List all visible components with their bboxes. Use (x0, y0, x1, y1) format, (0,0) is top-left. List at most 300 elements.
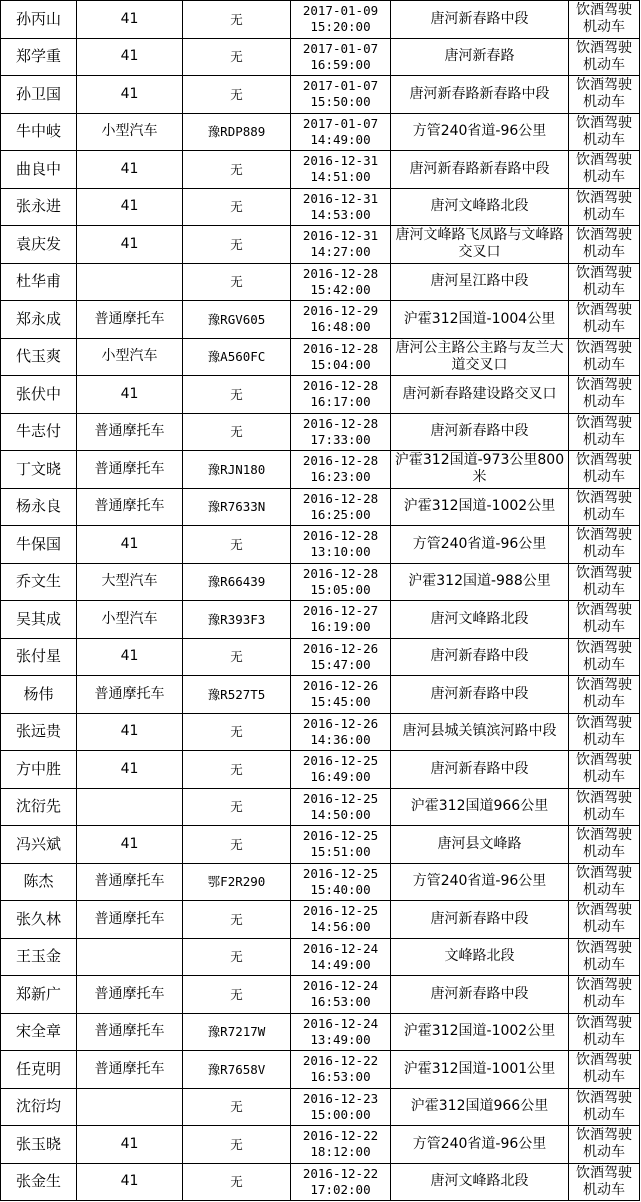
location-cell-text: 沪霍312国道-988公里 (408, 573, 551, 590)
location-cell (391, 563, 569, 601)
violation-time-cell-text: 2016-12-24 (302, 940, 379, 956)
table-row (1, 38, 640, 76)
offense-cell (569, 376, 640, 414)
location-cell (391, 188, 569, 226)
violation-time-cell-text: 2016-12-28 (302, 490, 379, 506)
plate-number-cell-text: 豫RJN180 (207, 461, 266, 477)
plate-number-cell-text: 豫R7633N (207, 499, 266, 515)
plate-number-cell (183, 1, 291, 39)
plate-number-cell-text: 无 (230, 49, 243, 65)
location-cell-text: 唐河新春路中段 (430, 423, 529, 440)
offense-cell-text: 机动车 (583, 131, 625, 148)
table-row (1, 563, 640, 601)
offense-cell (569, 1051, 640, 1089)
offense-cell-text: 饮酒驾驶 (576, 752, 632, 769)
location-cell (391, 338, 569, 376)
offense-cell-text: 机动车 (583, 731, 625, 748)
plate-number-cell-text: 无 (230, 724, 243, 740)
offense-cell-text: 机动车 (583, 1069, 625, 1086)
violation-time-cell-text: 2017-01-09 (302, 3, 379, 19)
driver-name-cell-text: 沈衍先 (15, 797, 61, 816)
vehicle-type-cell-text: 41 (120, 760, 139, 777)
violation-time-cell (291, 563, 391, 601)
table-row (1, 226, 640, 264)
offense-cell-text: 饮酒驾驶 (576, 2, 632, 19)
offense-cell-text: 饮酒驾驶 (576, 227, 632, 244)
table-row (1, 488, 640, 526)
offense-cell-text: 饮酒驾驶 (576, 864, 632, 881)
vehicle-type-cell-text: 普通摩托车 (94, 460, 165, 477)
violation-time-cell-text: 2016-12-24 (302, 978, 379, 994)
offense-cell-text: 机动车 (583, 619, 625, 636)
violation-time-cell-text: 2016-12-31 (302, 153, 379, 169)
location-cell-text: 唐河县城关镇滨河路中段 (402, 723, 557, 740)
table-row (1, 376, 640, 414)
location-cell-text: 唐河新春路中段 (430, 985, 529, 1002)
vehicle-type-cell-text: 普通摩托车 (94, 310, 165, 327)
violation-time-cell-text: 2016-12-25 (302, 790, 379, 806)
offense-cell-text: 饮酒驾驶 (576, 527, 632, 544)
driver-name-cell-text: 张付星 (15, 647, 61, 666)
plate-number-cell-text: 无 (230, 236, 243, 252)
location-cell-text: 唐河新春路中段 (430, 685, 529, 702)
violation-time-cell-text: 15:40:00 (310, 881, 371, 897)
driver-name-cell-text: 代玉爽 (15, 347, 61, 366)
violation-time-cell-text: 16:59:00 (310, 56, 371, 72)
violation-time-cell (291, 638, 391, 676)
violation-time-cell-text: 2016-12-28 (302, 528, 379, 544)
offense-cell-text: 机动车 (583, 881, 625, 898)
offense-cell-text: 机动车 (583, 1181, 625, 1198)
violation-time-cell-text: 2017-01-07 (302, 115, 379, 131)
location-cell (391, 676, 569, 714)
violation-time-cell-text: 2016-12-25 (302, 753, 379, 769)
plate-number-cell (183, 376, 291, 414)
plate-number-cell-text: 无 (230, 274, 243, 290)
plate-number-cell-text: 无 (230, 1099, 243, 1115)
driver-name-cell-text: 郑永成 (15, 309, 61, 328)
violation-time-cell-text: 15:50:00 (310, 94, 371, 110)
table-row (1, 1088, 640, 1126)
offense-cell-text: 机动车 (583, 1144, 625, 1161)
offense-cell-text: 机动车 (583, 581, 625, 598)
offense-cell-text: 饮酒驾驶 (576, 264, 632, 281)
plate-number-cell-text: 无 (230, 911, 243, 927)
location-cell-text: 唐河星江路中段 (430, 273, 529, 290)
vehicle-type-cell (77, 676, 183, 714)
driver-name-cell-text: 曲良中 (15, 159, 61, 178)
table-row (1, 938, 640, 976)
location-cell (391, 301, 569, 339)
vehicle-type-cell (77, 638, 183, 676)
vehicle-type-cell (77, 151, 183, 189)
plate-number-cell-text: 无 (230, 649, 243, 665)
location-cell-text: 沪霍312国道-973公里800米 (394, 452, 565, 486)
plate-number-cell-text: 豫R527T5 (207, 686, 266, 702)
vehicle-type-cell-text: 41 (120, 1135, 139, 1152)
location-cell (391, 601, 569, 639)
violation-time-cell (291, 413, 391, 451)
offense-cell-text: 饮酒驾驶 (576, 114, 632, 131)
offense-cell (569, 601, 640, 639)
driver-name-cell (1, 863, 77, 901)
driver-name-cell-text: 张远贵 (15, 722, 61, 741)
driver-name-cell (1, 638, 77, 676)
violation-time-cell-text: 2017-01-07 (302, 78, 379, 94)
offense-cell-text: 饮酒驾驶 (576, 39, 632, 56)
offense-cell-text: 饮酒驾驶 (576, 939, 632, 956)
location-cell-text: 唐河县文峰路 (437, 835, 522, 852)
location-cell (391, 713, 569, 751)
offense-cell-text: 饮酒驾驶 (576, 602, 632, 619)
location-cell-text: 沪霍312国道-1004公里 (403, 310, 556, 327)
vehicle-type-cell (77, 488, 183, 526)
violation-time-cell-text: 14:27:00 (310, 244, 371, 260)
location-cell-text: 唐河新春路 (444, 48, 515, 65)
violation-time-cell (291, 713, 391, 751)
offense-cell-text: 饮酒驾驶 (576, 564, 632, 581)
location-cell-text: 方管240省道-96公里 (412, 873, 547, 890)
violation-time-cell (291, 76, 391, 114)
violation-time-cell (291, 1126, 391, 1164)
violation-time-cell (291, 451, 391, 489)
plate-number-cell-text: 豫R66439 (207, 574, 266, 590)
location-cell (391, 1088, 569, 1126)
plate-number-cell (183, 488, 291, 526)
offense-cell (569, 413, 640, 451)
offense-cell-text: 饮酒驾驶 (576, 827, 632, 844)
violation-time-cell (291, 1051, 391, 1089)
violation-time-cell (291, 938, 391, 976)
location-cell-text: 方管240省道-96公里 (412, 535, 547, 552)
violation-time-cell (291, 526, 391, 564)
plate-number-cell (183, 901, 291, 939)
vehicle-type-cell-text: 普通摩托车 (94, 423, 165, 440)
plate-number-cell (183, 526, 291, 564)
driver-name-cell (1, 263, 77, 301)
driver-name-cell-text: 牛保国 (15, 534, 61, 553)
vehicle-type-cell-text: 41 (120, 235, 139, 252)
plate-number-cell-text: 无 (230, 86, 243, 102)
offense-cell (569, 976, 640, 1014)
location-cell (391, 413, 569, 451)
plate-number-cell-text: 无 (230, 799, 243, 815)
offense-cell-text: 机动车 (583, 1106, 625, 1123)
violation-time-cell-text: 2016-12-28 (302, 453, 379, 469)
driver-name-cell (1, 1088, 77, 1126)
vehicle-type-cell-text: 41 (120, 160, 139, 177)
vehicle-type-cell-text: 普通摩托车 (94, 1060, 165, 1077)
violation-time-cell-text: 14:36:00 (310, 731, 371, 747)
violation-time-cell-text: 2016-12-31 (302, 228, 379, 244)
table-row (1, 1, 640, 39)
vehicle-type-cell (77, 263, 183, 301)
violation-time-cell-text: 2016-12-28 (302, 378, 379, 394)
location-cell-text: 唐河新春路新春路中段 (409, 160, 550, 177)
location-cell-text: 唐河新春路中段 (430, 760, 529, 777)
plate-number-cell-text: 无 (230, 424, 243, 440)
vehicle-type-cell (77, 188, 183, 226)
table-row (1, 976, 640, 1014)
driver-name-cell (1, 563, 77, 601)
location-cell (391, 938, 569, 976)
violation-time-cell (291, 1163, 391, 1201)
plate-number-cell (183, 563, 291, 601)
offense-cell-text: 饮酒驾驶 (576, 977, 632, 994)
location-cell (391, 751, 569, 789)
offense-cell (569, 1126, 640, 1164)
offense-cell (569, 1163, 640, 1201)
violation-time-cell-text: 2016-12-23 (302, 1090, 379, 1106)
driver-name-cell (1, 1126, 77, 1164)
offense-cell-text: 饮酒驾驶 (576, 1052, 632, 1069)
vehicle-type-cell-text: 41 (120, 723, 139, 740)
vehicle-type-cell-text: 普通摩托车 (94, 1023, 165, 1040)
violation-time-cell-text: 2017-01-07 (302, 40, 379, 56)
location-cell-text: 沪霍312国道-1002公里 (403, 1023, 556, 1040)
driver-name-cell (1, 938, 77, 976)
plate-number-cell-text: 无 (230, 836, 243, 852)
plate-number-cell-text: 豫R393F3 (207, 611, 266, 627)
offense-cell (569, 301, 640, 339)
offense-cell (569, 488, 640, 526)
driver-name-cell-text: 沈衍均 (15, 1097, 61, 1116)
violation-time-cell (291, 1, 391, 39)
location-cell (391, 1126, 569, 1164)
table-body (1, 1, 640, 1201)
violation-time-cell-text: 2016-12-28 (302, 340, 379, 356)
table-row (1, 751, 640, 789)
table-row (1, 1126, 640, 1164)
location-cell (391, 1163, 569, 1201)
vehicle-type-cell (77, 226, 183, 264)
driver-name-cell-text: 杨伟 (23, 684, 54, 703)
plate-number-cell-text: 豫A560FC (207, 349, 266, 365)
plate-number-cell-text: 无 (230, 536, 243, 552)
location-cell (391, 376, 569, 414)
offense-cell (569, 788, 640, 826)
offense-cell (569, 1013, 640, 1051)
vehicle-type-cell (77, 601, 183, 639)
driver-name-cell-text: 郑新广 (15, 984, 61, 1003)
location-cell-text: 方管240省道-96公里 (412, 1135, 547, 1152)
location-cell-text: 方管240省道-96公里 (412, 123, 547, 140)
vehicle-type-cell-text: 小型汽车 (101, 123, 158, 140)
offense-cell-text: 机动车 (583, 806, 625, 823)
vehicle-type-cell-text: 41 (120, 198, 139, 215)
driver-name-cell (1, 76, 77, 114)
driver-name-cell (1, 338, 77, 376)
violation-time-cell-text: 14:56:00 (310, 919, 371, 935)
location-cell (391, 76, 569, 114)
offense-cell (569, 226, 640, 264)
violation-time-cell-text: 2016-12-27 (302, 603, 379, 619)
violation-time-cell (291, 976, 391, 1014)
location-cell (391, 826, 569, 864)
driver-name-cell-text: 丁文晓 (15, 459, 61, 478)
violation-time-cell-text: 14:51:00 (310, 169, 371, 185)
violation-time-cell-text: 15:20:00 (310, 19, 371, 35)
location-cell-text: 沪霍312国道966公里 (410, 798, 549, 815)
violation-time-cell-text: 15:00:00 (310, 1106, 371, 1122)
violation-time-cell-text: 2016-12-25 (302, 828, 379, 844)
vehicle-type-cell (77, 526, 183, 564)
violation-time-cell-text: 16:53:00 (310, 994, 371, 1010)
location-cell (391, 151, 569, 189)
driver-name-cell-text: 杜华甫 (15, 272, 61, 291)
plate-number-cell (183, 76, 291, 114)
offense-cell-text: 机动车 (583, 19, 625, 36)
driver-name-cell (1, 151, 77, 189)
driver-name-cell (1, 1, 77, 39)
offense-cell-text: 机动车 (583, 994, 625, 1011)
violation-time-cell-text: 2016-12-26 (302, 678, 379, 694)
driver-name-cell-text: 乔文生 (15, 572, 61, 591)
plate-number-cell (183, 1088, 291, 1126)
violation-time-cell-text: 17:02:00 (310, 1181, 371, 1197)
violation-time-cell-text: 13:10:00 (310, 544, 371, 560)
violation-time-cell-text: 2016-12-31 (302, 190, 379, 206)
plate-number-cell (183, 451, 291, 489)
vehicle-type-cell (77, 751, 183, 789)
violation-time-cell-text: 2016-12-26 (302, 640, 379, 656)
violation-time-cell (291, 188, 391, 226)
plate-number-cell (183, 938, 291, 976)
table-row (1, 413, 640, 451)
location-cell (391, 863, 569, 901)
driver-name-cell (1, 413, 77, 451)
violation-time-cell-text: 15:47:00 (310, 656, 371, 672)
location-cell-text: 文峰路北段 (444, 948, 515, 965)
vehicle-type-cell-text: 41 (120, 835, 139, 852)
violation-time-cell (291, 601, 391, 639)
offense-cell-text: 机动车 (583, 544, 625, 561)
vehicle-type-cell (77, 1, 183, 39)
vehicle-type-cell (77, 1013, 183, 1051)
vehicle-type-cell (77, 338, 183, 376)
offense-cell (569, 676, 640, 714)
vehicle-type-cell (77, 413, 183, 451)
offense-cell (569, 713, 640, 751)
offense-cell-text: 机动车 (583, 844, 625, 861)
offense-cell (569, 188, 640, 226)
violation-time-cell (291, 151, 391, 189)
offense-cell-text: 机动车 (583, 1031, 625, 1048)
table-row (1, 676, 640, 714)
plate-number-cell (183, 638, 291, 676)
offense-cell-text: 机动车 (583, 431, 625, 448)
violation-time-cell-text: 2016-12-22 (302, 1053, 379, 1069)
vehicle-type-cell (77, 1088, 183, 1126)
violation-time-cell-text: 16:25:00 (310, 506, 371, 522)
driver-name-cell-text: 王玉金 (15, 947, 61, 966)
driver-name-cell-text: 杨永良 (15, 497, 61, 516)
table-row (1, 188, 640, 226)
vehicle-type-cell (77, 901, 183, 939)
vehicle-type-cell-text: 41 (120, 1173, 139, 1190)
vehicle-type-cell-text: 41 (120, 85, 139, 102)
location-cell (391, 1013, 569, 1051)
plate-number-cell (183, 188, 291, 226)
offense-cell-text: 机动车 (583, 469, 625, 486)
offense-cell (569, 1088, 640, 1126)
offense-cell-text: 机动车 (583, 319, 625, 336)
violation-time-cell-text: 2016-12-22 (302, 1128, 379, 1144)
table-row (1, 263, 640, 301)
vehicle-type-cell (77, 76, 183, 114)
plate-number-cell (183, 38, 291, 76)
driver-name-cell-text: 孙丙山 (15, 9, 61, 28)
plate-number-cell-text: 无 (230, 199, 243, 215)
driver-name-cell-text: 张金生 (15, 1172, 61, 1191)
location-cell (391, 976, 569, 1014)
location-cell-text: 唐河新春路新春路中段 (409, 85, 550, 102)
offense-cell (569, 113, 640, 151)
vehicle-type-cell (77, 938, 183, 976)
violation-time-cell-text: 16:48:00 (310, 319, 371, 335)
driver-name-cell (1, 38, 77, 76)
driver-name-cell (1, 788, 77, 826)
plate-number-cell-text: 无 (230, 1174, 243, 1190)
vehicle-type-cell-text: 41 (120, 648, 139, 665)
violation-time-cell (291, 301, 391, 339)
plate-number-cell-text: 豫RDP889 (207, 124, 266, 140)
driver-name-cell-text: 方中胜 (15, 759, 61, 778)
violation-time-cell (291, 676, 391, 714)
offense-cell (569, 1, 640, 39)
driver-name-cell (1, 488, 77, 526)
driver-name-cell (1, 826, 77, 864)
plate-number-cell-text: 鄂F2R290 (207, 874, 266, 890)
violation-time-cell (291, 826, 391, 864)
driver-name-cell (1, 676, 77, 714)
vehicle-type-cell-text: 大型汽车 (101, 573, 158, 590)
table-row (1, 451, 640, 489)
offense-cell-text: 饮酒驾驶 (576, 1164, 632, 1181)
table-row (1, 638, 640, 676)
offense-cell-text: 机动车 (583, 769, 625, 786)
plate-number-cell-text: 无 (230, 1136, 243, 1152)
location-cell-text: 唐河公主路公主路与友兰大道交叉口 (395, 339, 564, 373)
driver-name-cell (1, 451, 77, 489)
location-cell-text: 唐河新春路建设路交叉口 (402, 385, 557, 402)
offense-cell-text: 饮酒驾驶 (576, 414, 632, 431)
violation-time-cell (291, 226, 391, 264)
table-row (1, 901, 640, 939)
vehicle-type-cell (77, 1051, 183, 1089)
plate-number-cell (183, 826, 291, 864)
plate-number-cell (183, 226, 291, 264)
offense-cell-text: 机动车 (583, 506, 625, 523)
violation-time-cell-text: 17:33:00 (310, 431, 371, 447)
vehicle-type-cell (77, 713, 183, 751)
driver-name-cell (1, 113, 77, 151)
offense-cell-text: 机动车 (583, 356, 625, 373)
offense-cell-text: 饮酒驾驶 (576, 189, 632, 206)
violation-time-cell-text: 18:12:00 (310, 1144, 371, 1160)
vehicle-type-cell-text: 普通摩托车 (94, 985, 165, 1002)
violation-time-cell (291, 1088, 391, 1126)
violation-time-cell-text: 14:49:00 (310, 956, 371, 972)
driver-name-cell (1, 301, 77, 339)
offense-cell-text: 饮酒驾驶 (576, 714, 632, 731)
location-cell (391, 113, 569, 151)
plate-number-cell (183, 1051, 291, 1089)
offense-cell (569, 338, 640, 376)
driver-name-cell (1, 526, 77, 564)
location-cell-text: 唐河文峰路北段 (430, 1173, 529, 1190)
vehicle-type-cell (77, 451, 183, 489)
